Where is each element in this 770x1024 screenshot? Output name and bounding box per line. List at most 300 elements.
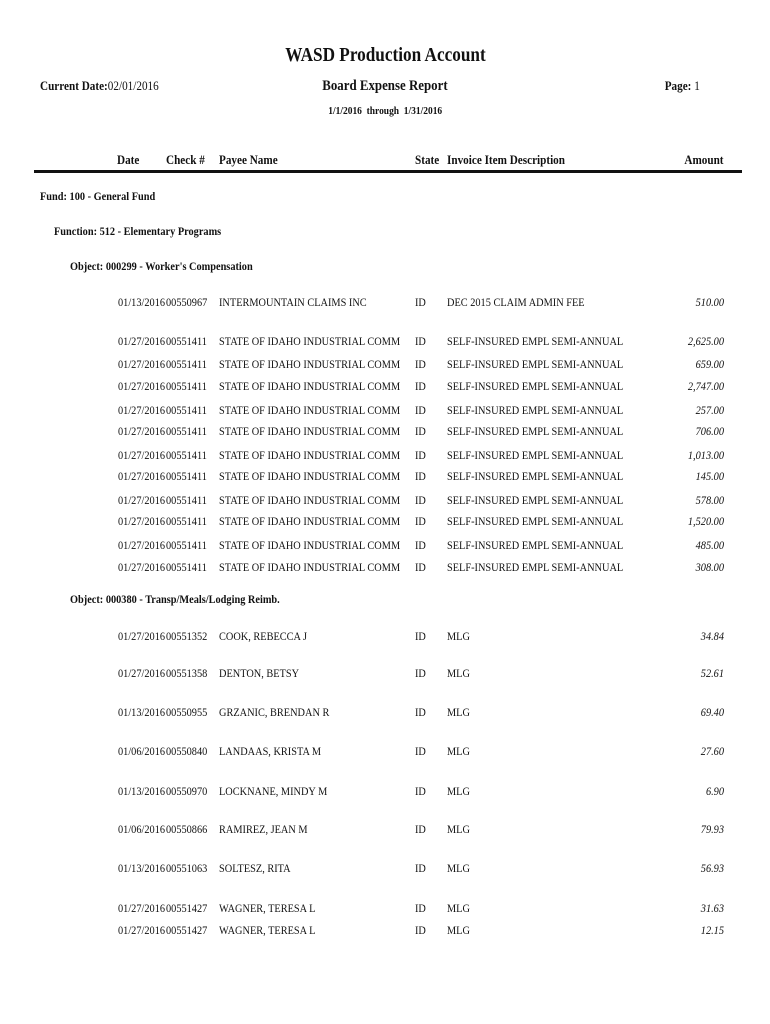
cell-amount bbox=[703, 784, 724, 799]
cell-state bbox=[415, 861, 428, 876]
cell-date-text: 01/27/2016 bbox=[118, 514, 166, 528]
cell-description-text: SELF-INSURED EMPL SEMI-ANNUAL bbox=[447, 448, 624, 462]
cell-check-text: 00551411 bbox=[166, 379, 207, 393]
cell-payee-text: WAGNER, TERESA L bbox=[219, 923, 316, 937]
cell-state bbox=[415, 295, 428, 310]
column-header-description-text: Invoice Item Description bbox=[447, 152, 565, 167]
cell-state bbox=[415, 424, 428, 439]
cell-date bbox=[118, 744, 173, 759]
cell-state bbox=[415, 469, 428, 484]
cell-date-text: 01/27/2016 bbox=[118, 560, 166, 574]
cell-amount bbox=[697, 629, 724, 644]
table-row bbox=[0, 923, 770, 939]
current-date-value: 02/01/2016 bbox=[107, 78, 159, 93]
cell-state-text: ID bbox=[415, 861, 426, 875]
cell-date bbox=[118, 705, 173, 720]
cell-check bbox=[166, 784, 214, 799]
report-title-text: WASD Production Account bbox=[284, 44, 486, 66]
header-rule bbox=[34, 170, 742, 173]
cell-check bbox=[166, 923, 214, 938]
cell-description-text: SELF-INSURED EMPL SEMI-ANNUAL bbox=[447, 560, 624, 574]
cell-payee-text: STATE OF IDAHO INDUSTRIAL COMM bbox=[219, 403, 401, 417]
object-heading-text: Object: 000380 - Transp/Meals/Lodging Reimb. bbox=[70, 592, 280, 606]
table-row bbox=[0, 357, 770, 373]
cell-check bbox=[166, 403, 214, 418]
table-row bbox=[0, 560, 770, 576]
cell-check-text: 00551352 bbox=[166, 629, 208, 643]
table-row bbox=[0, 744, 770, 760]
column-header-amount bbox=[678, 152, 724, 168]
column-header-date bbox=[117, 152, 143, 168]
current-date-label: Current Date: bbox=[40, 78, 108, 93]
report-subtitle-text: Board Expense Report bbox=[322, 78, 448, 94]
cell-description bbox=[447, 744, 474, 759]
table-row bbox=[0, 493, 770, 509]
cell-description-text: SELF-INSURED EMPL SEMI-ANNUAL bbox=[447, 424, 624, 438]
cell-check bbox=[166, 560, 214, 575]
cell-amount bbox=[682, 379, 724, 394]
cell-description-text: DEC 2015 CLAIM ADMIN FEE bbox=[447, 295, 585, 309]
cell-payee-text: STATE OF IDAHO INDUSTRIAL COMM bbox=[219, 357, 401, 371]
cell-description bbox=[447, 560, 652, 575]
cell-date bbox=[118, 469, 173, 484]
cell-amount bbox=[697, 822, 724, 837]
cell-check-text: 00550866 bbox=[166, 822, 208, 836]
cell-amount-text: 34.84 bbox=[700, 629, 724, 643]
cell-amount bbox=[691, 493, 724, 508]
cell-description-text: MLG bbox=[447, 629, 470, 643]
cell-description bbox=[447, 379, 652, 394]
cell-description bbox=[447, 424, 652, 439]
cell-state-text: ID bbox=[415, 705, 426, 719]
cell-description bbox=[447, 403, 652, 418]
cell-amount bbox=[682, 448, 724, 463]
cell-state bbox=[415, 629, 428, 644]
cell-state-text: ID bbox=[415, 334, 426, 348]
cell-amount-text: 1,013.00 bbox=[687, 448, 724, 462]
cell-check bbox=[166, 629, 214, 644]
cell-amount bbox=[691, 560, 724, 575]
cell-amount bbox=[697, 666, 724, 681]
cell-state-text: ID bbox=[415, 629, 426, 643]
cell-description bbox=[447, 861, 474, 876]
object-heading bbox=[70, 259, 282, 274]
cell-state bbox=[415, 901, 428, 916]
cell-amount-text: 12.15 bbox=[700, 923, 724, 937]
cell-date bbox=[118, 861, 173, 876]
cell-state-text: ID bbox=[415, 403, 426, 417]
cell-description bbox=[447, 538, 652, 553]
cell-description-text: MLG bbox=[447, 923, 470, 937]
cell-date bbox=[118, 822, 173, 837]
cell-amount-text: 145.00 bbox=[695, 469, 724, 483]
cell-state-text: ID bbox=[415, 538, 426, 552]
cell-date-text: 01/27/2016 bbox=[118, 357, 166, 371]
cell-state bbox=[415, 923, 428, 938]
cell-check-text: 00551411 bbox=[166, 448, 207, 462]
cell-state bbox=[415, 448, 428, 463]
cell-date bbox=[118, 357, 173, 372]
cell-state bbox=[415, 514, 428, 529]
cell-description-text: SELF-INSURED EMPL SEMI-ANNUAL bbox=[447, 403, 624, 417]
cell-state-text: ID bbox=[415, 666, 426, 680]
cell-date-text: 01/27/2016 bbox=[118, 424, 166, 438]
cell-payee bbox=[219, 744, 338, 759]
cell-description-text: MLG bbox=[447, 822, 470, 836]
cell-description-text: SELF-INSURED EMPL SEMI-ANNUAL bbox=[447, 538, 624, 552]
cell-description-text: SELF-INSURED EMPL SEMI-ANNUAL bbox=[447, 514, 624, 528]
cell-check bbox=[166, 901, 214, 916]
cell-payee bbox=[219, 666, 312, 681]
cell-payee-text: WAGNER, TERESA L bbox=[219, 901, 316, 915]
table-row bbox=[0, 403, 770, 419]
column-header-state-text: State bbox=[415, 152, 440, 167]
cell-check bbox=[166, 334, 214, 349]
cell-description-text: SELF-INSURED EMPL SEMI-ANNUAL bbox=[447, 357, 624, 371]
cell-check bbox=[166, 493, 214, 508]
cell-payee bbox=[219, 538, 430, 553]
cell-check bbox=[166, 538, 214, 553]
cell-amount-text: 2,625.00 bbox=[687, 334, 724, 348]
cell-check bbox=[166, 666, 214, 681]
cell-state-text: ID bbox=[415, 923, 426, 937]
cell-payee bbox=[219, 514, 430, 529]
cell-state-text: ID bbox=[415, 469, 426, 483]
cell-description bbox=[447, 493, 652, 508]
fund-heading-text: Fund: 100 - General Fund bbox=[40, 189, 156, 203]
cell-date bbox=[118, 784, 173, 799]
object-heading bbox=[70, 592, 314, 607]
cell-date bbox=[118, 901, 173, 916]
function-heading bbox=[54, 224, 248, 239]
cell-state-text: ID bbox=[415, 357, 426, 371]
cell-date-text: 01/27/2016 bbox=[118, 493, 166, 507]
cell-check bbox=[166, 822, 214, 837]
cell-state bbox=[415, 538, 428, 553]
cell-date bbox=[118, 493, 173, 508]
cell-state-text: ID bbox=[415, 379, 426, 393]
cell-state-text: ID bbox=[415, 295, 426, 309]
cell-date bbox=[118, 448, 173, 463]
page-label: Page: bbox=[664, 78, 692, 93]
cell-check bbox=[166, 295, 214, 310]
cell-payee-text: STATE OF IDAHO INDUSTRIAL COMM bbox=[219, 514, 401, 528]
cell-payee-text: STATE OF IDAHO INDUSTRIAL COMM bbox=[219, 379, 401, 393]
cell-check-text: 00551427 bbox=[166, 901, 208, 915]
cell-date bbox=[118, 379, 173, 394]
cell-date-text: 01/27/2016 bbox=[118, 923, 166, 937]
date-range-text: 1/1/2016 through 1/31/2016 bbox=[328, 105, 442, 117]
cell-description bbox=[447, 448, 652, 463]
cell-date bbox=[118, 923, 173, 938]
cell-date-text: 01/13/2016 bbox=[118, 861, 166, 875]
cell-date bbox=[118, 560, 173, 575]
cell-state-text: ID bbox=[415, 560, 426, 574]
cell-amount bbox=[691, 538, 724, 553]
cell-state-text: ID bbox=[415, 784, 426, 798]
cell-check-text: 00551411 bbox=[166, 514, 207, 528]
cell-payee bbox=[219, 629, 321, 644]
column-header-payee bbox=[219, 152, 287, 168]
cell-check bbox=[166, 861, 214, 876]
cell-payee bbox=[219, 357, 430, 372]
cell-date bbox=[118, 629, 173, 644]
table-row bbox=[0, 822, 770, 838]
cell-description bbox=[447, 514, 652, 529]
cell-payee-text: STATE OF IDAHO INDUSTRIAL COMM bbox=[219, 424, 401, 438]
table-row bbox=[0, 666, 770, 682]
function-heading-text: Function: 512 - Elementary Programs bbox=[54, 224, 222, 238]
cell-payee-text: GRZANIC, BRENDAN R bbox=[219, 705, 330, 719]
cell-state bbox=[415, 744, 428, 759]
cell-date-text: 01/06/2016 bbox=[118, 744, 166, 758]
cell-payee bbox=[219, 923, 331, 938]
cell-state bbox=[415, 822, 428, 837]
cell-payee bbox=[219, 424, 430, 439]
cell-amount bbox=[697, 744, 724, 759]
cell-description bbox=[447, 357, 652, 372]
cell-amount-text: 308.00 bbox=[695, 560, 724, 574]
cell-payee bbox=[219, 784, 345, 799]
table-row bbox=[0, 469, 770, 485]
cell-state bbox=[415, 784, 428, 799]
cell-check-text: 00551063 bbox=[166, 861, 208, 875]
cell-check-text: 00551411 bbox=[166, 334, 207, 348]
column-header-amount-text: Amount bbox=[684, 152, 724, 167]
cell-check-text: 00550970 bbox=[166, 784, 208, 798]
cell-date-text: 01/27/2016 bbox=[118, 666, 166, 680]
cell-amount bbox=[697, 901, 724, 916]
cell-payee-text: SOLTESZ, RITA bbox=[219, 861, 291, 875]
cell-date-text: 01/13/2016 bbox=[118, 784, 166, 798]
cell-date bbox=[118, 334, 173, 349]
cell-check-text: 00551411 bbox=[166, 469, 207, 483]
cell-payee bbox=[219, 560, 430, 575]
cell-description-text: SELF-INSURED EMPL SEMI-ANNUAL bbox=[447, 334, 624, 348]
table-row bbox=[0, 514, 770, 530]
column-header-check-text: Check # bbox=[166, 152, 205, 167]
cell-check-text: 00551411 bbox=[166, 357, 207, 371]
cell-date bbox=[118, 424, 173, 439]
current-date bbox=[40, 78, 178, 94]
cell-state bbox=[415, 705, 428, 720]
cell-check bbox=[166, 705, 214, 720]
cell-date bbox=[118, 514, 173, 529]
cell-amount bbox=[691, 469, 724, 484]
table-row bbox=[0, 629, 770, 645]
cell-payee-text: LOCKNANE, MINDY M bbox=[219, 784, 328, 798]
cell-description-text: MLG bbox=[447, 901, 470, 915]
object-heading-text: Object: 000299 - Worker's Compensation bbox=[70, 259, 253, 273]
cell-date-text: 01/13/2016 bbox=[118, 295, 166, 309]
cell-description bbox=[447, 629, 474, 644]
page-number bbox=[659, 78, 700, 94]
cell-payee bbox=[219, 295, 391, 310]
cell-payee-text: COOK, REBECCA J bbox=[219, 629, 308, 643]
cell-date-text: 01/27/2016 bbox=[118, 538, 166, 552]
report-title bbox=[0, 44, 770, 67]
cell-check-text: 00551358 bbox=[166, 666, 208, 680]
cell-check bbox=[166, 357, 214, 372]
column-header-check bbox=[166, 152, 211, 168]
cell-payee-text: LANDAAS, KRISTA M bbox=[219, 744, 322, 758]
cell-amount bbox=[697, 861, 724, 876]
cell-payee-text: STATE OF IDAHO INDUSTRIAL COMM bbox=[219, 334, 401, 348]
cell-check bbox=[166, 469, 214, 484]
cell-date-text: 01/06/2016 bbox=[118, 822, 166, 836]
cell-amount-text: 27.60 bbox=[700, 744, 724, 758]
cell-description-text: MLG bbox=[447, 861, 470, 875]
cell-description bbox=[447, 334, 652, 349]
cell-payee bbox=[219, 469, 430, 484]
cell-amount bbox=[691, 403, 724, 418]
cell-date bbox=[118, 666, 173, 681]
cell-description bbox=[447, 923, 474, 938]
cell-payee bbox=[219, 861, 302, 876]
cell-amount-text: 6.90 bbox=[705, 784, 724, 798]
cell-state-text: ID bbox=[415, 744, 426, 758]
cell-check bbox=[166, 448, 214, 463]
cell-payee-text: STATE OF IDAHO INDUSTRIAL COMM bbox=[219, 538, 401, 552]
cell-payee bbox=[219, 493, 430, 508]
cell-state bbox=[415, 357, 428, 372]
cell-state-text: ID bbox=[415, 424, 426, 438]
table-row bbox=[0, 901, 770, 917]
cell-payee bbox=[219, 901, 331, 916]
cell-state-text: ID bbox=[415, 901, 426, 915]
cell-amount-text: 1,520.00 bbox=[687, 514, 724, 528]
cell-payee-text: DENTON, BETSY bbox=[219, 666, 300, 680]
table-row bbox=[0, 784, 770, 800]
table-row bbox=[0, 538, 770, 554]
cell-state-text: ID bbox=[415, 448, 426, 462]
table-row bbox=[0, 705, 770, 721]
cell-payee-text: INTERMOUNTAIN CLAIMS INC bbox=[219, 295, 367, 309]
cell-check-text: 00551411 bbox=[166, 560, 207, 574]
cell-description bbox=[447, 822, 474, 837]
cell-date-text: 01/27/2016 bbox=[118, 334, 166, 348]
cell-state bbox=[415, 666, 428, 681]
cell-state bbox=[415, 560, 428, 575]
cell-state bbox=[415, 334, 428, 349]
cell-amount bbox=[682, 514, 724, 529]
cell-payee bbox=[219, 705, 347, 720]
cell-state bbox=[415, 493, 428, 508]
cell-amount-text: 659.00 bbox=[695, 357, 724, 371]
date-range bbox=[0, 105, 770, 117]
cell-description bbox=[447, 901, 474, 916]
cell-check-text: 00551411 bbox=[166, 538, 207, 552]
cell-amount-text: 56.93 bbox=[700, 861, 724, 875]
cell-amount bbox=[682, 334, 724, 349]
fund-heading bbox=[40, 189, 174, 204]
cell-amount-text: 485.00 bbox=[695, 538, 724, 552]
cell-description-text: MLG bbox=[447, 744, 470, 758]
cell-date-text: 01/27/2016 bbox=[118, 901, 166, 915]
cell-amount bbox=[697, 923, 724, 938]
cell-description bbox=[447, 295, 607, 310]
cell-amount bbox=[697, 705, 724, 720]
cell-date-text: 01/27/2016 bbox=[118, 379, 166, 393]
column-header-description bbox=[447, 152, 584, 168]
cell-description-text: SELF-INSURED EMPL SEMI-ANNUAL bbox=[447, 379, 624, 393]
cell-amount bbox=[691, 295, 724, 310]
cell-amount-text: 79.93 bbox=[700, 822, 724, 836]
cell-description bbox=[447, 705, 474, 720]
cell-payee-text: STATE OF IDAHO INDUSTRIAL COMM bbox=[219, 448, 401, 462]
cell-check bbox=[166, 379, 214, 394]
cell-amount-text: 510.00 bbox=[695, 295, 724, 309]
cell-check-text: 00551411 bbox=[166, 424, 207, 438]
cell-state-text: ID bbox=[415, 822, 426, 836]
cell-description-text: SELF-INSURED EMPL SEMI-ANNUAL bbox=[447, 469, 624, 483]
cell-amount-text: 578.00 bbox=[695, 493, 724, 507]
cell-state bbox=[415, 403, 428, 418]
cell-payee bbox=[219, 403, 430, 418]
cell-state-text: ID bbox=[415, 493, 426, 507]
cell-payee bbox=[219, 379, 430, 394]
cell-check bbox=[166, 514, 214, 529]
cell-payee-text: RAMIREZ, JEAN M bbox=[219, 822, 308, 836]
cell-amount-text: 257.00 bbox=[695, 403, 724, 417]
cell-payee bbox=[219, 822, 322, 837]
cell-date bbox=[118, 295, 173, 310]
cell-amount bbox=[691, 424, 724, 439]
table-row bbox=[0, 861, 770, 877]
cell-state bbox=[415, 379, 428, 394]
column-header-date-text: Date bbox=[117, 152, 140, 167]
cell-amount-text: 31.63 bbox=[700, 901, 724, 915]
cell-check-text: 00550967 bbox=[166, 295, 208, 309]
cell-date bbox=[118, 403, 173, 418]
cell-check-text: 00550955 bbox=[166, 705, 208, 719]
cell-payee bbox=[219, 334, 430, 349]
cell-date-text: 01/27/2016 bbox=[118, 448, 166, 462]
cell-state-text: ID bbox=[415, 514, 426, 528]
cell-amount-text: 706.00 bbox=[695, 424, 724, 438]
cell-check-text: 00551427 bbox=[166, 923, 208, 937]
cell-date-text: 01/27/2016 bbox=[118, 469, 166, 483]
cell-description bbox=[447, 784, 474, 799]
cell-amount-text: 2,747.00 bbox=[687, 379, 724, 393]
table-row bbox=[0, 295, 770, 311]
cell-description bbox=[447, 666, 474, 681]
cell-date-text: 01/27/2016 bbox=[118, 403, 166, 417]
cell-check bbox=[166, 424, 214, 439]
table-row bbox=[0, 334, 770, 350]
cell-description-text: MLG bbox=[447, 666, 470, 680]
cell-check-text: 00551411 bbox=[166, 403, 207, 417]
cell-description-text: MLG bbox=[447, 784, 470, 798]
column-header-state bbox=[415, 152, 443, 168]
column-header-payee-text: Payee Name bbox=[219, 152, 278, 167]
cell-description-text: SELF-INSURED EMPL SEMI-ANNUAL bbox=[447, 493, 624, 507]
cell-check-text: 00551411 bbox=[166, 493, 207, 507]
cell-payee-text: STATE OF IDAHO INDUSTRIAL COMM bbox=[219, 560, 401, 574]
cell-amount-text: 52.61 bbox=[700, 666, 724, 680]
cell-payee-text: STATE OF IDAHO INDUSTRIAL COMM bbox=[219, 493, 401, 507]
cell-date bbox=[118, 538, 173, 553]
table-row bbox=[0, 448, 770, 464]
cell-amount bbox=[691, 357, 724, 372]
cell-description bbox=[447, 469, 652, 484]
cell-check bbox=[166, 744, 214, 759]
cell-date-text: 01/27/2016 bbox=[118, 629, 166, 643]
table-row bbox=[0, 424, 770, 440]
cell-description-text: MLG bbox=[447, 705, 470, 719]
cell-check-text: 00550840 bbox=[166, 744, 208, 758]
page-value: 1 bbox=[694, 78, 700, 93]
